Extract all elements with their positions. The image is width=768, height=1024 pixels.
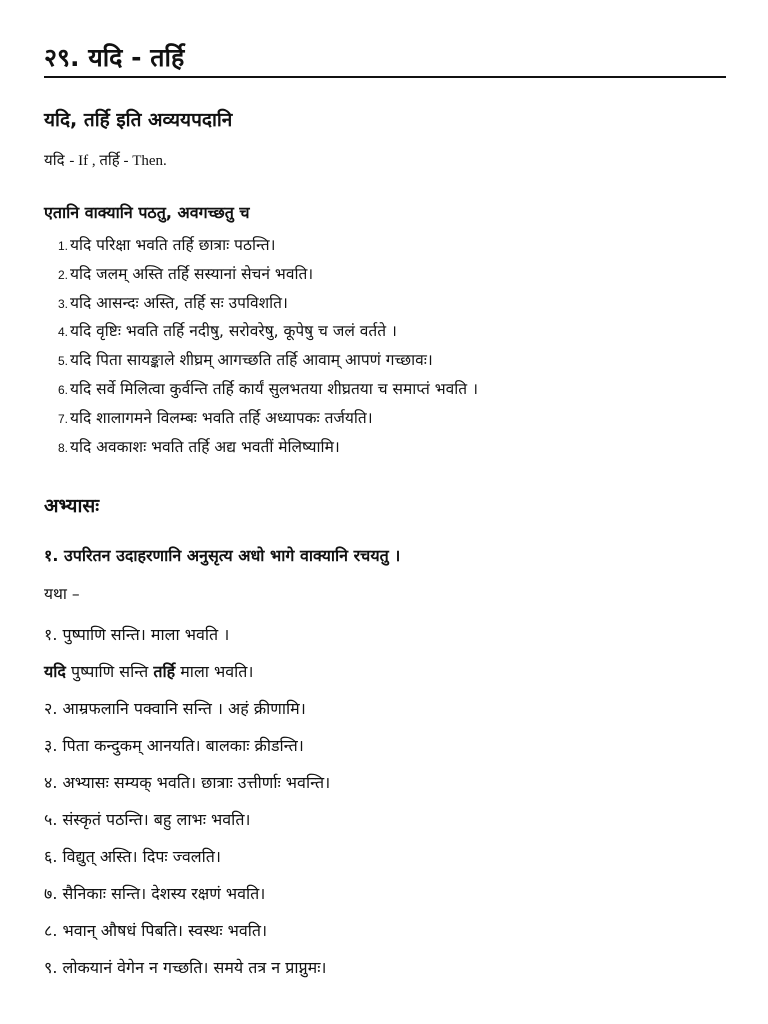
exercise-item: ५. संस्कृतं पठन्ति। बहु लाभः भवति। [44, 810, 251, 829]
list-number: 5. [57, 354, 68, 369]
exercise-item: ३. पिता कन्दुकम् आनयति। बालकाः क्रीडन्ति। [44, 736, 304, 755]
sample-question: १. पुष्पाणि सन्ति। माला भवति । [44, 625, 230, 644]
list-item [44, 346, 478, 375]
section-heading: यदि, तर्हि इति अव्ययपदानि [44, 109, 233, 131]
exercise-item: ६. विद्युत् अस्ति। दिपः ज्वलति। [44, 847, 221, 866]
exercise-item: ९. लोकयानं वेगेन न गच्छति। समये तत्र न प्राप्नुमः। [44, 958, 327, 977]
list-item [44, 433, 478, 462]
chapter-title: २९. यदि - तर्हि [44, 40, 726, 78]
intro-line [44, 150, 167, 170]
list-number: 6. [57, 382, 68, 397]
task-instruction: १. उपरितन उदाहरणानि अनुसृत्य अधो भागे वाक्यानि रचयतु । [44, 546, 401, 565]
list-item [44, 375, 478, 404]
exercise-item: ४. अभ्यासः सम्यक् भवति। छात्राः उत्तीर्णाः भवन्ति। [44, 773, 331, 792]
answer-yadi: यदि [44, 662, 66, 681]
list-number: 7. [57, 411, 68, 426]
answer-middle: पुष्पाणि सन्ति [65, 662, 154, 681]
list-item [44, 289, 478, 318]
exercise-item: ७. सैनिकाः सन्ति। देशस्य रक्षणं भवति। [44, 884, 266, 903]
exercise-item: ८. भवान् औषधं पिबति। स्वस्थः भवति। [44, 921, 268, 940]
list-text: यदि आसन्दः अस्ति, तर्हि सः उपविशति। [70, 293, 288, 312]
list-text: यदि अवकाशः भवति तर्हि अद्य भवतीं मेलिष्यामि। [70, 437, 340, 456]
intro-text: - If , तर्हि - Then. [69, 153, 167, 169]
exercise-item: २. आम्रफलानि पक्वानि सन्ति । अहं क्रीणामि। [44, 699, 306, 718]
list-number: 2. [57, 267, 68, 282]
examples-list [44, 231, 478, 461]
list-text: यदि पिता सायङ्काले शीघ्रम् आगच्छति तर्हि आवाम् आपणं गच्छावः। [70, 351, 433, 370]
answer-tarhi: तर्हि [153, 662, 176, 681]
sample-answer [44, 657, 330, 694]
list-number: 3. [57, 296, 68, 311]
list-item [44, 317, 478, 346]
list-item [44, 231, 478, 260]
example-label: यथा – [44, 585, 80, 603]
list-number: 1. [57, 239, 68, 253]
intro-prefix: यदि [44, 151, 65, 169]
answer-end: माला भवति। [175, 662, 254, 681]
list-text: यदि सर्वे मिलित्वा कुर्वन्ति तर्हि कार्यं सुलभतया शीघ्रतया च समाप्तं भवति । [70, 379, 478, 398]
list-text: यदि वृष्टिः भवति तर्हि नदीषु, सरोवरेषु, कूपेषु च जलं वर्तते । [70, 322, 397, 341]
exercises-list [44, 620, 330, 990]
examples-heading: एतानि वाक्यानि पठतु, अवगच्छतु च [44, 203, 250, 222]
list-number: 4. [57, 325, 68, 340]
list-text: यदि परिक्षा भवति तर्हि छात्राः पठन्ति। [70, 236, 276, 254]
practice-heading: अभ्यासः [44, 495, 100, 517]
list-text: यदि जलम् अस्ति तर्हि सस्यानां सेचनं भवति। [70, 264, 314, 283]
list-text: यदि शालागमने विलम्बः भवति तर्हि अध्यापकः तर्जयति। [70, 408, 373, 427]
list-item [44, 404, 478, 433]
list-number: 8. [57, 440, 68, 455]
list-item [44, 260, 478, 289]
